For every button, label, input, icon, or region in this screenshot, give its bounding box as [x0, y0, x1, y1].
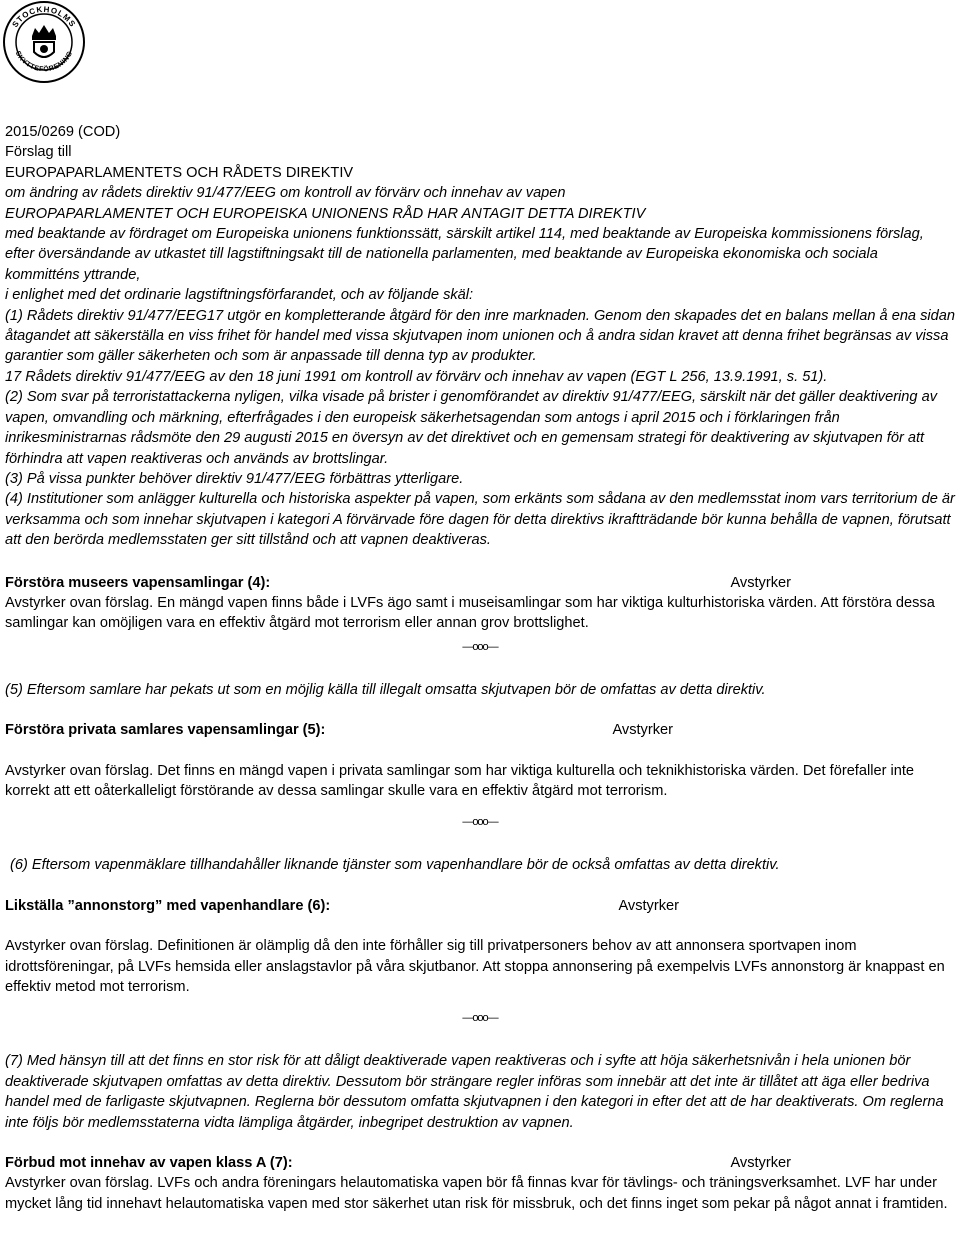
reference-number: 2015/0269 (COD) [5, 124, 121, 140]
section-body: Avstyrker ovan förslag. Definitionen är olämplig då den inte förhåller sig till privatpersoners behov av att annonsera sportvapen inom idrottsföreningar, på LVFs hemsida eller anslagstavlor på våra skjutbanor. Att stoppa annonsering på exempelvis LVFs annonstorg är knappast en effektiv metod mot terrorism. [5, 938, 945, 995]
section-heading: Förbud mot innehav av vapen klass A (7): [5, 1155, 293, 1172]
verdict-label: Avstyrker [612, 722, 673, 739]
procedure: i enlighet med det ordinarie lagstiftningsförfarandet, och av följande skäl: [5, 287, 474, 304]
recital-5: (5) Eftersom samlare har pekats ut som en möjlig källa till illegalt omsatta skjutvapen bör de omfattas av detta direktiv. [5, 681, 766, 698]
section-heading: Förstöra museers vapensamlingar (4): [5, 574, 271, 591]
proposal-label: Förslag till [5, 144, 72, 161]
section-museums-heading [5, 573, 955, 593]
separator: —ooo— [462, 1012, 498, 1025]
recital-6: (6) Eftersom vapenmäklare tillhandahåller liknande tjänster som vapenhandlare bör de också omfattas av detta direktiv. [10, 857, 780, 874]
section-private-heading [5, 720, 955, 740]
recital-4: (4) Institutioner som anlägger kulturella och historiska aspekter på vapen, som erkänts som sådana av den medlemsstat inom vars territorium de är verksamma och som innehar skjutvapen i kategori A förvärvade före dagen för detta direktivs ikraftträdande bör kunna behålla de vapnen, förutsatt att den berörda medlemsstaten ger sitt tillstånd och att vapnen deaktiveras. [5, 491, 955, 549]
section-body: Avstyrker ovan förslag. LVFs och andra föreningars helautomatiska vapen bör få finnas kvar för tävlings- och träningsverksamhet. LVF har under mycket lång tid innehavt helautomatiska vapen med stor säkerhet utan risk för missbruk, och det finns inget som pekar på något annat i framtiden. [5, 1175, 948, 1212]
svg-text:SKYTTEFÖRENING: SKYTTEFÖRENING [13, 50, 75, 74]
crest-logo [2, 0, 86, 84]
section-brokers-heading [5, 896, 955, 916]
document-body [5, 122, 955, 1214]
section-body: Avstyrker ovan förslag. En mängd vapen finns både i LVFs ägo samt i museisamlingar som har viktiga kulturhistoriska värden. Att förstöra dessa samlingar kan omöjligen vara en effektiv åtgärd mot terrorism eller annan grov brottslighet. [5, 594, 935, 632]
preamble: med beaktande av fördraget om Europeiska unionens funktionssätt, särskilt artikel 114, med beaktande av Europeiska kommissionens förslag, efter översändande av utkastet till lagstiftningsakt till de nationella parlamenten, med beaktande av Europeiska ekonomiska och sociala kommitténs yttrande, [5, 226, 924, 283]
footnote-17: 17 Rådets direktiv 91/477/EEG av den 18 juni 1991 om kontroll av förvärv och innehav av vapen (EGT L 256, 13.9.1991, s. 51). [5, 368, 828, 385]
recital-3: (3) På vissa punkter behöver direktiv 91/477/EEG förbättras ytterligare. [5, 470, 464, 487]
crest-icon [2, 0, 86, 84]
separator: —ooo— [462, 640, 498, 653]
recital-2: (2) Som svar på terroristattackerna nyligen, vilka visade på brister i genomförandet av direktiv 91/477/EEG, särskilt när det gäller deaktivering av vapen, omvandling och märkning, efterfrågades i den europeisk säkerhetsagendan som antogs i april 2015 och i förklaringen från inrikesministrarnas rådsmöte den 29 augusti 2015 en översyn av det direktivet och en gemensam strategi för deaktivering av skjutvapen för att förhindra att vapen reaktiveras och används av brottslingar. [5, 389, 938, 467]
recital-1: (1) Rådets direktiv 91/477/EEG17 utgör en kompletterande åtgärd för den inre marknaden. Genom den skapades det en balans mellan å ena sidan åtagandet att säkerställa en viss frihet för handel med vissa skjutvapen inom unionen och å andra sidan kravet att denna frihet begränsas av vissa garantier som gäller säkerheten och som är anpassade till denna typ av produkter. [5, 307, 955, 365]
recital-7: (7) Med hänsyn till att det finns en stor risk för att dåligt deaktiverade vapen reaktiveras och i syfte att höja säkerhetsnivån i hela unionen bör deaktiverade skjutvapen omfattas av detta direktiv. Dessutom bör strängare regler införas som innebär att det inte är tillåtet att äga eller bedriva handel med de farligaste skjutvapnen. Reglerna bör dessutom omfatta skjutvapnen i den kategori in efter det att de har deaktiverats. Om reglerna inte följs bör medlemsstaterna vidta lämpliga åtgärder, inbegripet destruktion av vapnen. [5, 1053, 944, 1131]
verdict-label: Avstyrker [618, 897, 679, 914]
verdict-label: Avstyrker [730, 574, 791, 591]
separator: —ooo— [462, 816, 498, 829]
svg-text:STOCKHOLMS: STOCKHOLMS [10, 4, 78, 30]
section-heading: Likställa ”annonstorg” med vapenhandlare (6): [5, 897, 331, 914]
section-heading: Förstöra privata samlares vapensamlingar (5): [5, 722, 326, 739]
directive-subtitle: om ändring av rådets direktiv 91/477/EEG om kontroll av förvärv och innehav av vapen [5, 185, 566, 202]
verdict-label: Avstyrker [730, 1155, 791, 1172]
section-body: Avstyrker ovan förslag. Det finns en mängd vapen i privata samlingar som har viktiga kulturella och teknikhistoriska värden. Det förefaller inte korrekt att ett oåterkalleligt förstörande av dessa samlingar skulle vara en effektiv åtgärd mot terrorism. [5, 762, 915, 799]
section-classA-heading [5, 1153, 955, 1173]
directive-title: EUROPAPARLAMENTETS OCH RÅDETS DIREKTIV [5, 164, 354, 181]
adoption-statement: EUROPAPARLAMENTET OCH EUROPEISKA UNIONENS RÅD HAR ANTAGIT DETTA DIREKTIV [5, 205, 646, 222]
